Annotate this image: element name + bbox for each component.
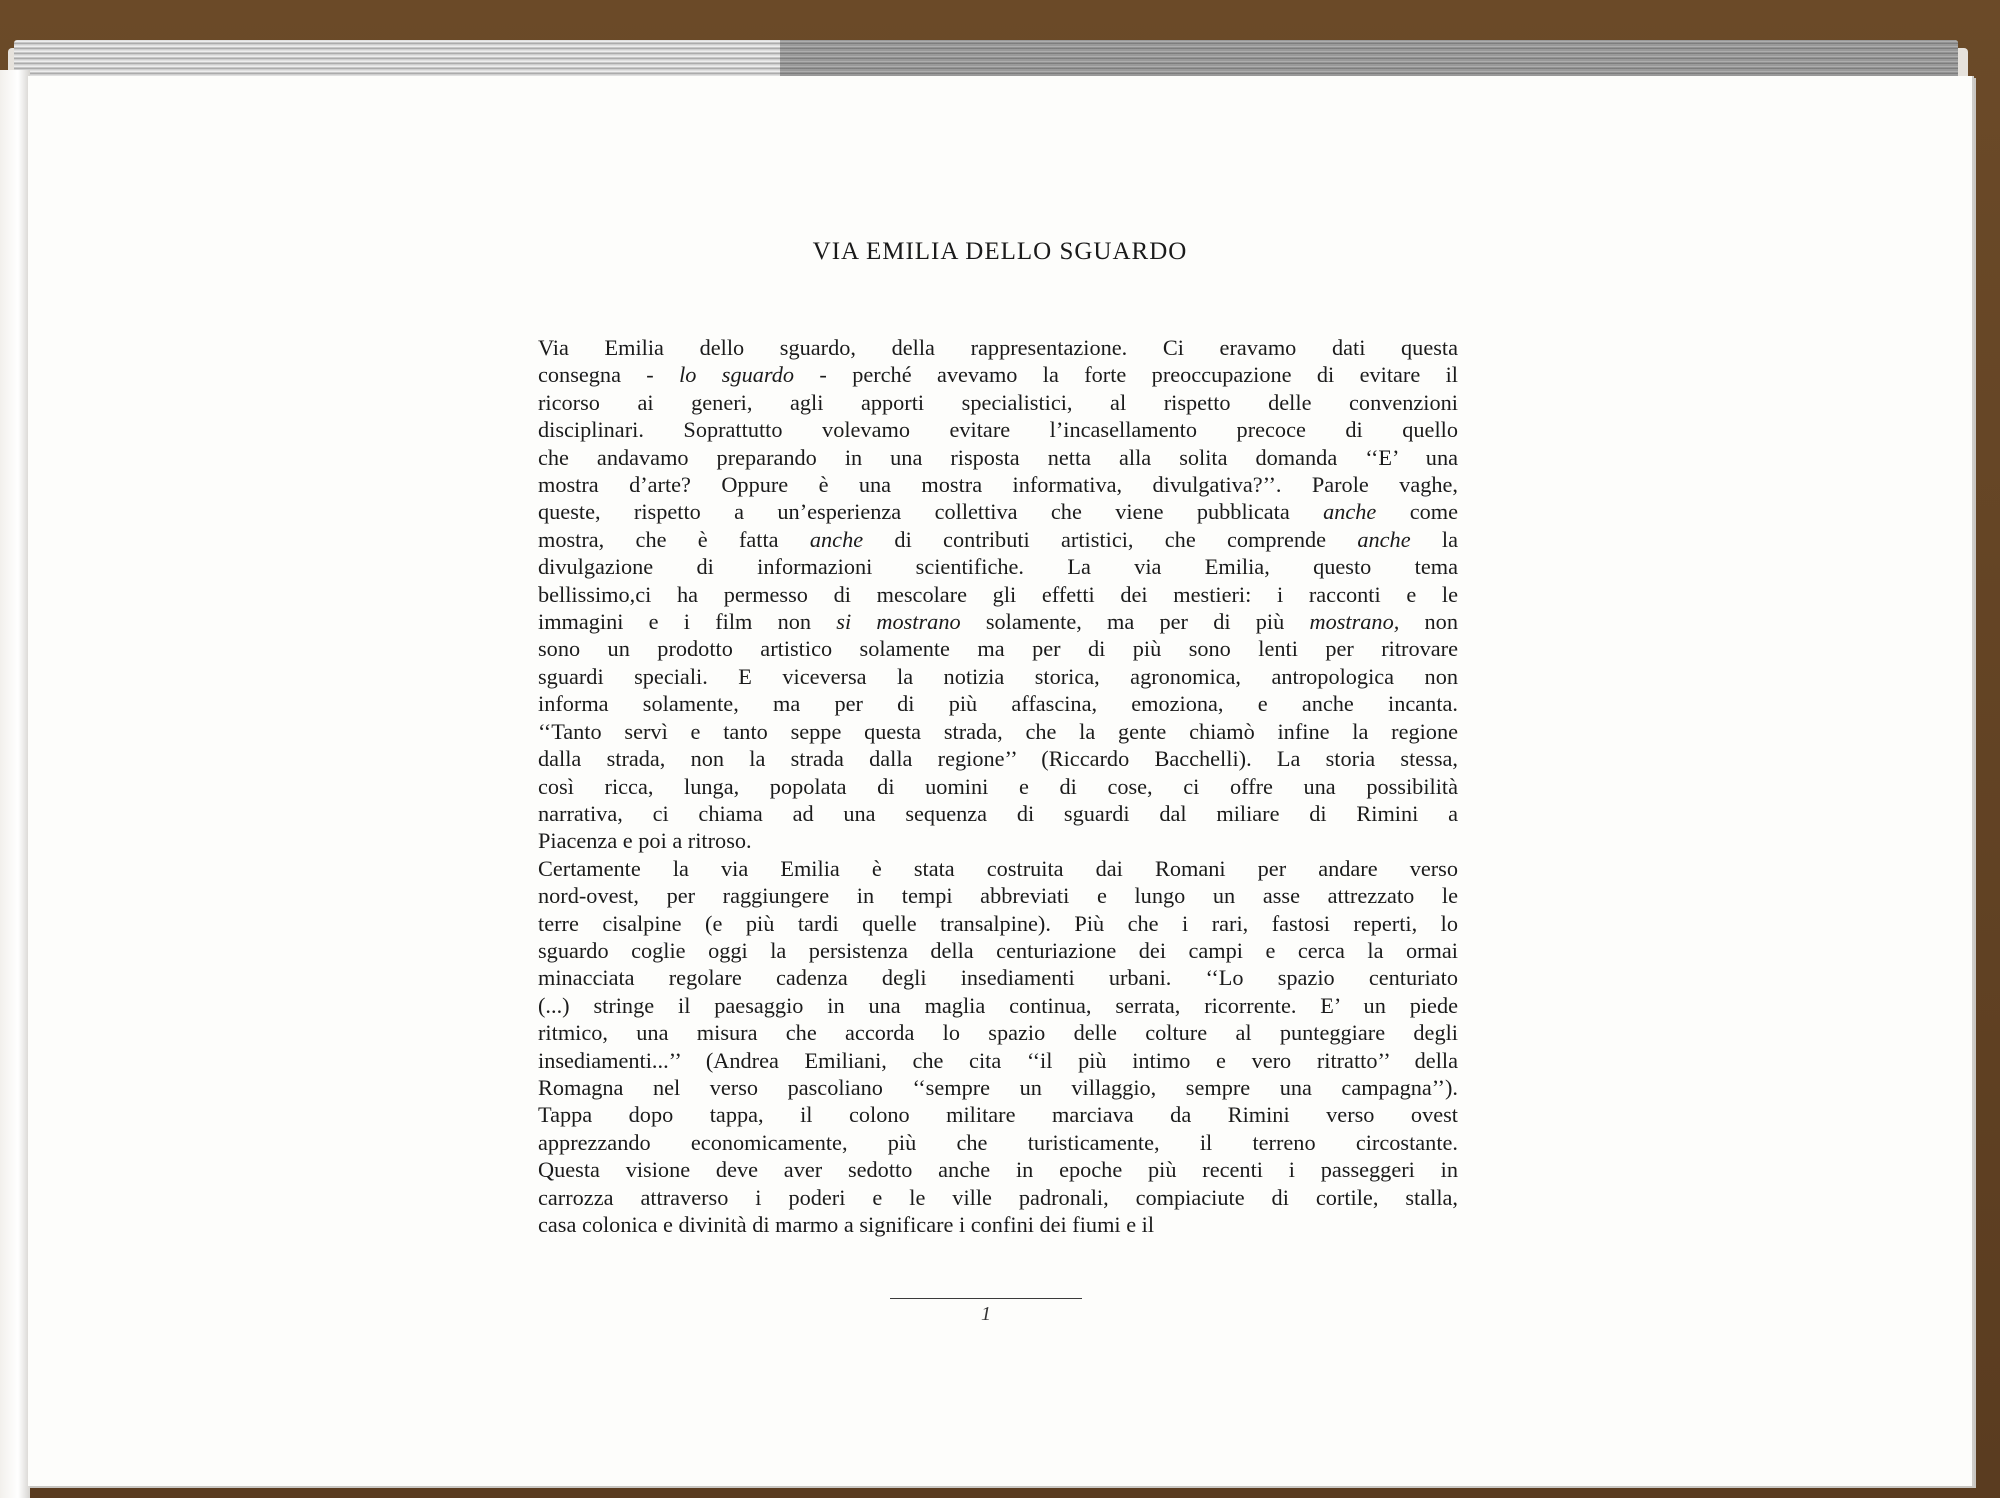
text-run: - perché avevamo la forte preoccupazione di evitare il (794, 362, 1458, 388)
text-line (538, 855, 1458, 882)
text-line (538, 416, 1458, 443)
text-line (538, 1129, 1458, 1156)
text-run: sguardi speciali. E viceversa la notizia storica, agronomica, antropologica non (538, 663, 1458, 689)
text-run: di contributi artistici, che comprende (863, 526, 1358, 552)
text-line (538, 361, 1458, 388)
text-run: non (1399, 609, 1458, 635)
text-line (538, 553, 1458, 580)
text-line (538, 663, 1458, 690)
text-run: solamente, ma per di più (960, 609, 1310, 635)
text-line (538, 581, 1458, 608)
text-line (538, 882, 1458, 909)
text-line (538, 334, 1458, 361)
text-run: come (1376, 499, 1458, 525)
page-title: VIA EMILIA DELLO SGUARDO (812, 238, 1188, 265)
text-run: Piacenza e poi a ritroso. (538, 828, 752, 854)
text-line (538, 471, 1458, 498)
text-run: minacciata regolare cadenza degli insediamenti urbani. ‘‘Lo spazio centuriato (538, 965, 1458, 991)
text-run: insediamenti...’’ (Andrea Emiliani, che cita ‘‘il più intimo e vero ritratto’’ della (538, 1047, 1458, 1073)
text-line (538, 498, 1458, 525)
italic-text-run: anche (1323, 499, 1377, 525)
text-run: Certamente la via Emilia è stata costruita dai Romani per andare verso (538, 855, 1458, 881)
text-line (538, 526, 1458, 553)
text-run: dalla strada, non la strada dalla regione’’ (Riccardo Bacchelli). La storia stessa, (538, 746, 1458, 772)
text-run: Romagna nel verso pascoliano ‘‘sempre un villaggio, sempre una campagna’’). (538, 1074, 1458, 1100)
text-line (538, 1019, 1458, 1046)
text-line (538, 1047, 1458, 1074)
text-run: carrozza attraverso i poderi e le ville padronali, compiaciute di cortile, stalla, (538, 1184, 1458, 1210)
text-run: che andavamo preparando in una risposta netta alla solita domanda ‘‘E’ una (538, 444, 1458, 470)
italic-text-run: anche (809, 526, 864, 552)
left-page-sliver (0, 70, 30, 1498)
text-run: immagini e i film non (538, 609, 837, 635)
text-line (538, 690, 1458, 717)
italic-text-run: si mostrano (836, 609, 961, 635)
text-run: consegna - (538, 362, 680, 388)
text-line (538, 800, 1458, 827)
text-run: ritmico, una misura che accorda lo spazio delle colture al punteggiare degli (538, 1020, 1458, 1046)
text-run: ‘‘Tanto servì e tanto seppe questa strada, che la gente chiamò infine la regione (538, 718, 1458, 744)
text-run: disciplinari. Soprattutto volevamo evitare l’incasellamento precoce di quello (538, 417, 1458, 443)
text-run: terre cisalpine (e più tardi quelle transalpine). Più che i rari, fastosi reperti, lo (538, 910, 1458, 936)
text-run: sguardo coglie oggi la persistenza della centuriazione dei campi e cerca la ormai (538, 937, 1458, 963)
text-line (538, 718, 1458, 745)
italic-text-run: lo sguardo (679, 362, 795, 388)
text-line (538, 964, 1458, 991)
text-run: nord-ovest, per raggiungere in tempi abbreviati e lungo un asse attrezzato le (538, 883, 1458, 909)
page-number: 1 (981, 1303, 991, 1325)
text-run: Questa visione deve aver sedotto anche in epoche più recenti i passeggeri in (538, 1157, 1458, 1183)
text-line (538, 937, 1458, 964)
italic-text-run: mostrano, (1309, 609, 1400, 635)
text-line (538, 1184, 1458, 1211)
text-run: mostra, che è fatta (538, 526, 810, 552)
text-line (538, 1156, 1458, 1183)
text-run: Tappa dopo tappa, il colono militare marciava da Rimini verso ovest (538, 1102, 1458, 1128)
text-run: così ricca, lunga, popolata di uomini e di cose, ci offre una possibilità (538, 773, 1458, 799)
text-run: narrativa, ci chiama ad una sequenza di sguardi dal miliare di Rimini a (538, 800, 1458, 826)
italic-text-run: anche (1357, 526, 1411, 552)
text-line (538, 608, 1458, 635)
text-run: apprezzando economicamente, più che turisticamente, il terreno circostante. (538, 1129, 1458, 1155)
text-line (538, 773, 1458, 800)
text-run: sono un prodotto artistico solamente ma per di più sono lenti per ritrovare (538, 636, 1458, 662)
text-run: queste, rispetto a un’esperienza collettiva che viene pubblicata (538, 499, 1324, 525)
text-line (538, 910, 1458, 937)
text-run: (...) stringe il paesaggio in una maglia continua, serrata, ricorrente. E’ un piede (538, 992, 1458, 1018)
text-run: bellissimo,ci ha permesso di mescolare gli effetti dei mestieri: i racconti e le (538, 581, 1458, 607)
text-run: ricorso ai generi, agli apporti specialistici, al rispetto delle convenzioni (538, 389, 1458, 415)
text-line (538, 444, 1458, 471)
text-run: mostra d’arte? Oppure è una mostra informativa, divulgativa?’’. Parole vaghe, (538, 472, 1458, 498)
text-line (538, 1101, 1458, 1128)
text-run: Via Emilia dello sguardo, della rappresentazione. Ci eravamo dati questa (538, 335, 1458, 360)
text-line (538, 992, 1458, 1019)
text-line (538, 635, 1458, 662)
footer-rule (890, 1298, 1082, 1299)
text-line (538, 1211, 1458, 1238)
text-line (538, 827, 1458, 854)
text-run: divulgazione di informazioni scientifiche. La via Emilia, questo tema (538, 554, 1458, 580)
text-line (538, 745, 1458, 772)
text-run: casa colonica e divinità di marmo a significare i confini dei fiumi e il (538, 1212, 1155, 1237)
text-line (538, 389, 1458, 416)
text-run: la (1410, 526, 1458, 552)
text-run: informa solamente, ma per di più affascina, emoziona, e anche incanta. (538, 691, 1458, 717)
body-text (538, 334, 1458, 1238)
text-line (538, 1074, 1458, 1101)
